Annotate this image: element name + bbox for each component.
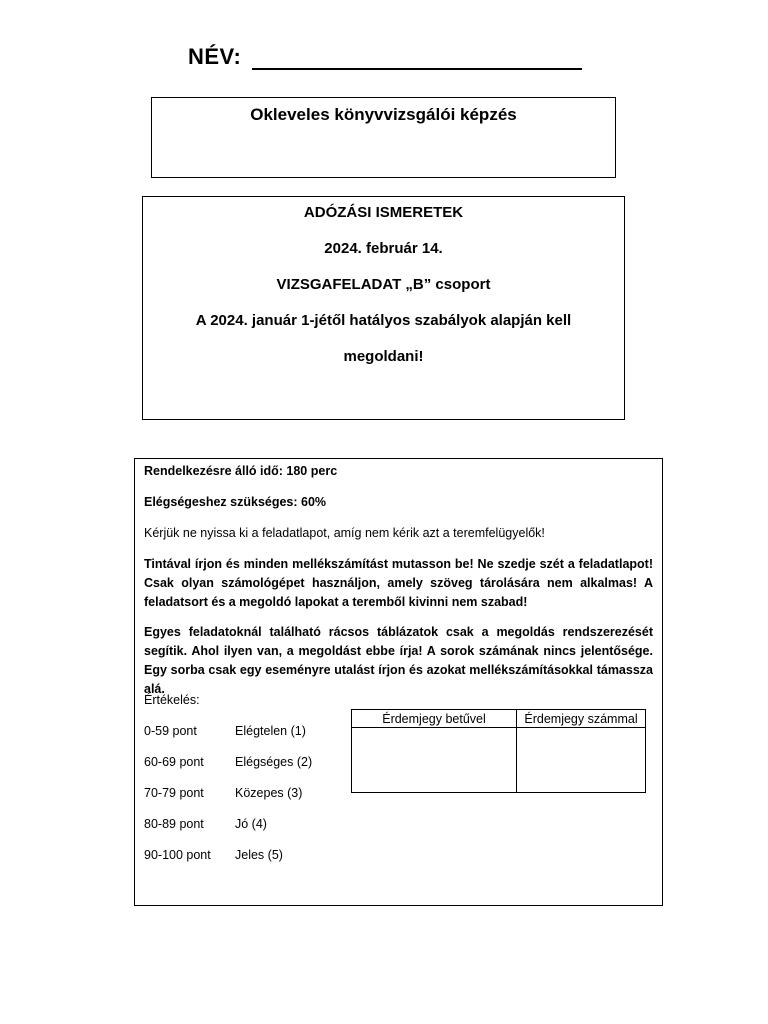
instructions-box <box>134 458 663 906</box>
grid-rules: Egyes feladatoknál található rácsos táblázatok csak a megoldás rendszerezését segítik. Ahol ilyen van, a megoldást ebbe írja! A sorok számának nincs jelentősége. Egy sorba csak egy eseményre utalást írjon és azokat mellékszámításokkal támassza alá. <box>144 625 653 696</box>
grade-entry-table <box>351 709 646 793</box>
grade-name: Jó (4) <box>235 817 267 831</box>
grade-name: Jeles (5) <box>235 848 283 862</box>
evaluation-label: Értékelés: <box>144 693 200 707</box>
col-grade-words: Érdemjegy betűvel <box>352 710 517 728</box>
grade-row <box>144 817 267 831</box>
name-label: NÉV: <box>188 44 242 69</box>
grade-points: 60-69 pont <box>144 755 204 769</box>
exam-group: VIZSGAFELADAT „B” csoport <box>276 276 491 293</box>
do-not-open-notice: Kérjük ne nyissa ki a feladatlapot, amíg nem kérik azt a teremfelügyelők! <box>144 526 545 540</box>
grade-points: 80-89 pont <box>144 817 204 831</box>
grade-points: 0-59 pont <box>144 724 197 738</box>
grade-number-cell[interactable] <box>517 728 646 793</box>
ink-rules: Tintával írjon és minden mellékszámítást mutasson be! Ne szedje szét a feladatlapot! Csak olyan számológépet használjon, amely szöveg tárolására nem alkalmas! A feladatsort és a megoldó lapokat a teremből kivinni nem szabad! <box>144 557 653 609</box>
grade-name: Közepes (3) <box>235 786 303 800</box>
course-title: Okleveles könyvvizsgálói képzés <box>250 105 517 124</box>
exam-rule-line1: A 2024. január 1-jétől hatályos szabályok alapján kell <box>195 312 572 329</box>
grade-points: 70-79 pont <box>144 786 204 800</box>
exam-box <box>142 196 625 420</box>
grade-row <box>144 724 306 738</box>
grade-row <box>144 755 312 769</box>
name-underline <box>252 46 582 70</box>
exam-subject: ADÓZÁSI ISMERETEK <box>303 204 464 221</box>
name-field <box>188 44 582 70</box>
col-grade-number: Érdemjegy számmal <box>517 710 646 728</box>
grade-name: Elégtelen (1) <box>235 724 306 738</box>
time-allowed: Rendelkezésre álló idő: 180 perc <box>144 464 338 478</box>
grade-row <box>144 848 283 862</box>
exam-date: 2024. február 14. <box>324 240 443 257</box>
grade-words-cell[interactable] <box>352 728 517 793</box>
exam-rule-line2: megoldani! <box>343 348 424 365</box>
grade-name: Elégséges (2) <box>235 755 313 769</box>
course-box <box>151 97 616 178</box>
grade-points: 90-100 pont <box>144 848 211 862</box>
pass-threshold: Elégségeshez szükséges: 60% <box>144 495 327 509</box>
grade-row <box>144 786 302 800</box>
